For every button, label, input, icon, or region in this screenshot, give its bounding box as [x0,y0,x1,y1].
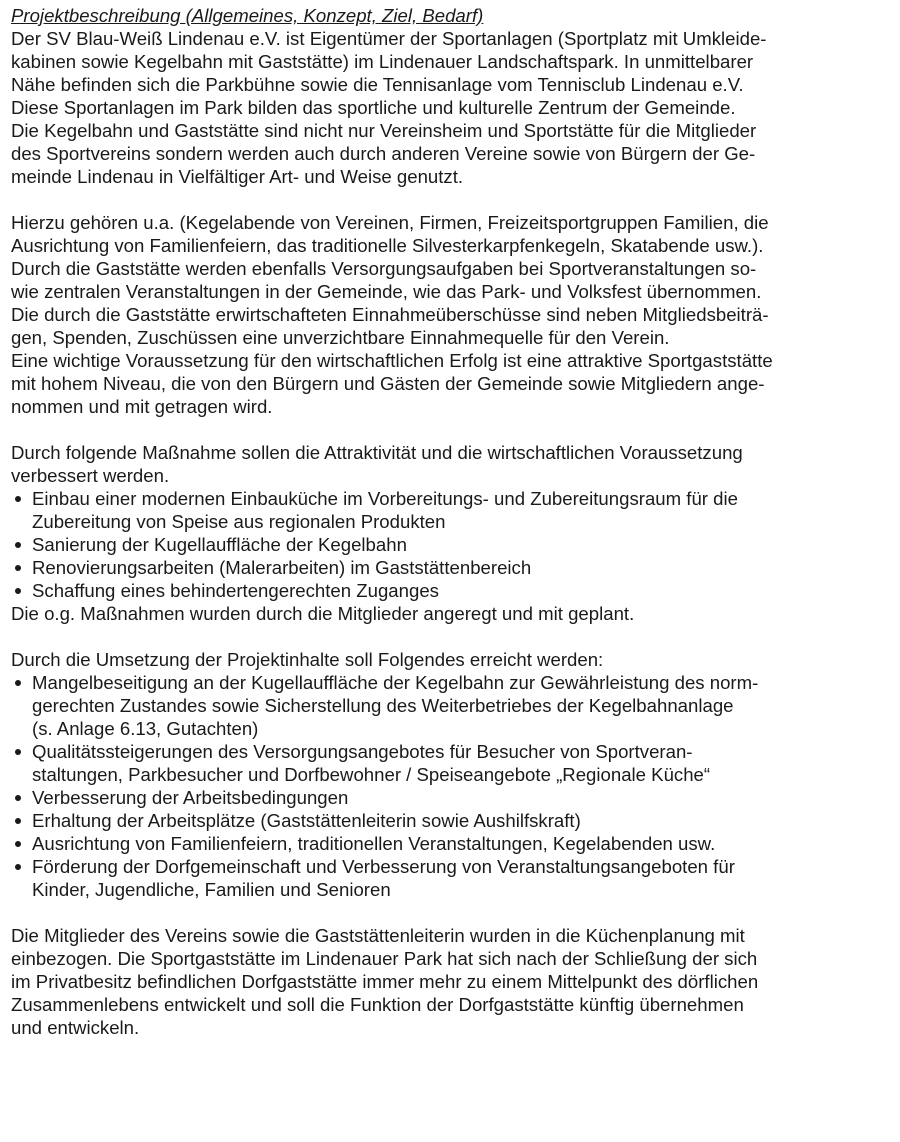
paragraph-goals-intro: Durch die Umsetzung der Projektinhalte soll Folgendes erreicht werden: [11,649,604,670]
paragraph-measures-intro: Durch folgende Maßnahme sollen die Attraktivität und die wirtschaftlichen Voraussetzung verbessert werden. [11,442,743,486]
paragraph-conclusion: Die Mitglieder des Vereins sowie die Gaststättenleiterin wurden in die Küchenplanung mit einbezogen. Die Sportgaststätte im Lindenauer Park hat sich nach der Schließung der sich im Privatbesitz befindlichen Dorfgaststätte immer mehr zu einem Mittelpunkt des dörflichen Zusammenlebens entwickelt und soll die Funktion der Dorfgaststätte künftig übernehmen und entwickeln. [11,925,759,1038]
paragraph-ownership: Der SV Blau-Weiß Lindenau e.V. ist Eigentümer der Sportanlagen (Sportplatz mit Umkleide- kabinen sowie Kegelbahn mit Gaststätte) im Lindenauer Landschaftspark. In unmittelbarer Nähe befinden sich die Parkbühne sowie die Tennisanlage vom Tennisclub Lindenau e.V. Diese Sportanlagen im Park bilden das sportliche und kulturelle Zentrum der Gemeinde. Die Kegelbahn und Gaststätte sind nicht nur Vereinsheim und Sportstätte für die Mitglieder des Sportvereins sondern werden auch durch anderen Vereine sowie von Bürgern der Ge- meinde Lindenau in Vielfältiger Art- und Weise genutzt. [11,28,767,187]
list-item-text: Qualitätssteigerungen des Versorgungsangebotes für Besucher von Sportveran- staltungen, Parkbesucher und Dorfbewohner / Speiseangebote „Regionale Küche“ [32,741,711,785]
list-item [11,740,895,786]
list-item [11,579,895,602]
measures-list [11,487,895,602]
list-item [11,832,895,855]
list-item [11,809,895,832]
section-heading: Projektbeschreibung (Allgemeines, Konzept, Ziel, Bedarf) [11,5,484,26]
list-item [11,533,895,556]
list-item-text: Schaffung eines behindertengerechten Zuganges [32,580,439,601]
list-item [11,786,895,809]
paragraph-spacer [11,901,895,924]
list-item-text: Verbesserung der Arbeitsbedingungen [32,787,349,808]
list-item [11,671,895,740]
paragraph-spacer [11,625,895,648]
list-item [11,556,895,579]
list-item-text: Mangelbeseitigung an der Kugellauffläche der Kegelbahn zur Gewährleistung des norm- gerechten Zustandes sowie Sicherstellung des Weiterbetriebes der Kegelbahnanlage (s. Anlage 6.13, Gutachten) [32,672,759,739]
list-item [11,855,895,901]
list-item-text: Förderung der Dorfgemeinschaft und Verbesserung von Veranstaltungsangeboten für Kinder, Jugendliche, Familien und Senioren [32,856,735,900]
paragraph-measures-note: Die o.g. Maßnahmen wurden durch die Mitglieder angeregt und mit geplant. [11,603,635,624]
list-item [11,487,895,533]
list-item-text: Sanierung der Kugellauffläche der Kegelbahn [32,534,407,555]
list-item-text: Einbau einer modernen Einbauküche im Vorbereitungs- und Zubereitungsraum für die Zubereitung von Speise aus regionalen Produkten [32,488,738,532]
paragraph-usage: Hierzu gehören u.a. (Kegelabende von Vereinen, Firmen, Freizeitsportgruppen Familien, die Ausrichtung von Familienfeiern, das traditionelle Silvesterkarpfenkegeln, Skatabende usw.). Durch die Gaststätte werden ebenfalls Versorgungsaufgaben bei Sportveranstaltungen so- wie zentralen Veranstaltungen in der Gemeinde, wie das Park- und Volksfest übernommen. Die durch die Gaststätte erwirtschafteten Einnahmeüberschüsse sind neben Mitgliedsbeiträ- gen, Spenden, Zuschüssen eine unverzichtbare Einnahmequelle für den Verein. Eine wichtige Voraussetzung für den wirtschaftlichen Erfolg ist eine attraktive Sportgaststätte mit hohem Niveau, die von den Bürgern und Gästen der Gemeinde sowie Mitgliedern ange- nommen und mit getragen wird. [11,212,773,417]
paragraph-spacer [11,418,895,441]
list-item-text: Renovierungsarbeiten (Malerarbeiten) im Gaststättenbereich [32,557,532,578]
goals-list [11,671,895,901]
document-page [11,4,895,1039]
paragraph-spacer [11,188,895,211]
list-item-text: Ausrichtung von Familienfeiern, traditionellen Veranstaltungen, Kegelabenden usw. [32,833,716,854]
list-item-text: Erhaltung der Arbeitsplätze (Gaststättenleiterin sowie Aushilfskraft) [32,810,581,831]
